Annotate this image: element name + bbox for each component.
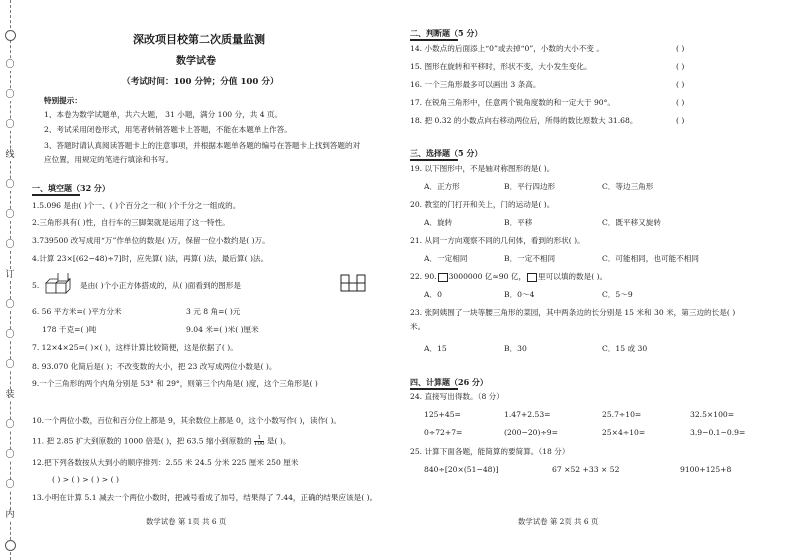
fraction-numerator: 1: [254, 436, 265, 442]
question-1: 1.5.096 是由( )个一、( )个百分之一和( )个千分之一组成的。: [32, 201, 241, 210]
choice-option: C．可能相同，也可能不相同: [602, 254, 699, 263]
notice-title: 特别提示：: [44, 96, 82, 105]
section-underline: [410, 159, 458, 161]
calc-item: 125+45=: [424, 410, 461, 419]
blank-box: [527, 273, 537, 282]
question-18: 18. 把 0.32 的小数点向右移动两位后，所得的数比原数大 31.68。: [410, 116, 638, 125]
binding-char: 订: [2, 270, 18, 281]
choice-option: B．30: [504, 344, 527, 353]
binding-margin: [0, 0, 24, 560]
question-11-text-a: 11. 把 2.85 扩大到原数的 1000 倍是( )，把 63.5 缩小到原数的: [32, 436, 252, 446]
notice-line: 1、本卷为数学试题单，共六大题， 31 小题，满分 100 分，共 4 页。: [44, 110, 283, 119]
answer-parentheses: ( ): [676, 44, 685, 53]
binding-char: 线: [2, 150, 18, 161]
calc-item: 25×4÷10=: [602, 428, 646, 437]
question-11-text-b: 是( )。: [266, 436, 291, 446]
section-multiple-choice: 三、选择题（5 分）: [410, 148, 483, 158]
choice-option: C．既平移又旋转: [602, 218, 661, 227]
binding-char: 〇: [2, 60, 18, 71]
answer-parentheses: ( ): [676, 116, 685, 125]
choice-option: B．0～4: [504, 290, 535, 299]
choice-option: B．一定不相同: [504, 254, 556, 263]
cube-stack-figure: [44, 273, 78, 297]
binding-char: 〇: [2, 240, 18, 251]
blank-box: [438, 273, 448, 282]
exam-page-1: [28, 0, 394, 560]
section-underline: [32, 194, 80, 196]
answer-parentheses: ( ): [676, 80, 685, 89]
page-footer: 数学试卷 第 1页 共 6 页: [146, 517, 227, 526]
section-calculation: 四、计算题（26 分）: [410, 377, 488, 387]
calc-item: 32.5×100=: [690, 410, 735, 419]
answer-parentheses: ( ): [676, 62, 685, 71]
binding-char: 内: [2, 510, 18, 521]
question-2: 2.三角形具有( )性，自行车的三脚架就是运用了这一特性。: [32, 218, 230, 227]
exam-page-2: [406, 0, 786, 560]
binding-char: 〇: [2, 90, 18, 101]
question-5-number: 5.: [32, 281, 40, 290]
exam-time-info: （考试时间：100 分钟；分值 100 分）: [122, 77, 279, 87]
binding-hole: [5, 540, 16, 551]
question-22-text-b: 3000000 亿≈90 亿，: [448, 272, 527, 281]
calc-item: 3.9−0.1−0.9=: [690, 428, 746, 437]
calc-item: 25.7÷10=: [602, 410, 642, 419]
question-7: 7. 12×4×25=( )×( )，这样计算比较简便，这是依据了( )。: [32, 343, 238, 352]
question-20: 20. 教室的门打开和关上，门的运动是( )。: [410, 200, 555, 209]
calc-item: 9100+125+8: [680, 465, 732, 474]
question-14: 14. 小数点的后面添上“0”或去掉“0”，小数的大小不变 。: [410, 44, 604, 53]
question-9: 9.一个三角形的两个内角分别是 53° 和 29°，则第三个内角是( )度，这个三角形是( ): [32, 379, 318, 388]
exam-title: 深改项目校第二次质量监测: [133, 33, 265, 46]
question-19: 19. 以下图形中，不是轴对称图形的是( )。: [410, 164, 555, 173]
question-6-a: 6. 56 平方米=( )平方分米: [32, 307, 122, 316]
question-21: 21. 从同一方向观察不同的几何体，看到的形状( )。: [410, 236, 585, 245]
question-22-text-a: 22. 90.: [410, 272, 437, 281]
choice-option: A．一定相同: [424, 254, 468, 263]
question-6-b: 3 元 8 角=( )元: [186, 307, 241, 316]
question-10: 10.一个两位小数，百位和百分位上都是 9，其余数位上都是 0，这个小数写作( )，读作( )。: [32, 416, 342, 425]
question-12-answer-row: ( ) > ( ) > ( ) > ( ): [52, 475, 119, 484]
view-shape-figure: [340, 274, 366, 296]
question-23: 23. 张阿姨围了一块等腰三角形的菜园，其中两条边的长分别是 15 米和 30 米，第三边的长是( ): [410, 308, 736, 317]
section-fill-blank: 一、填空题（32 分）: [32, 183, 110, 193]
page-footer: 数学试卷 第 2页 共 6 页: [518, 517, 599, 526]
choice-option: C．5～9: [602, 290, 633, 299]
calc-item: 840÷[20×(51−48)]: [424, 465, 499, 474]
answer-parentheses: ( ): [676, 98, 685, 107]
question-15: 15. 图形在旋转和平移时，形状不变，大小发生变化。: [410, 62, 592, 71]
choice-option: A．0: [424, 290, 442, 299]
fraction-one-hundredth: [254, 436, 265, 447]
question-6-d: 9.04 米=( )米( )厘米: [186, 325, 259, 334]
section-underline: [410, 39, 458, 41]
binding-char: 〇: [2, 180, 18, 191]
binding-char: 〇: [2, 480, 18, 491]
section-true-false: 二、判断题（5 分）: [410, 28, 483, 38]
exam-subtitle: 数学试卷: [176, 56, 216, 67]
question-22: [410, 272, 607, 282]
question-5: 是由( )个小正方体搭成的，从( )面看到的图形是: [80, 281, 241, 290]
binding-char: 〇: [2, 120, 18, 131]
binding-char: 装: [2, 390, 18, 401]
binding-char: 〇: [2, 360, 18, 371]
fraction-denominator: 100: [253, 441, 265, 447]
question-23-tail: 米。: [410, 322, 426, 331]
question-13: 13.小明在计算 5.1 减去一个两位小数时，把减号看成了加号，结果得了 7.44，正确的结果应该是( )。: [32, 493, 378, 502]
choice-option: B．平行四边形: [504, 182, 556, 191]
question-22-text-c: 里可以填的数是( )。: [538, 272, 608, 281]
choice-option: A．旋转: [424, 218, 453, 227]
choice-option: A．正方形: [424, 182, 460, 191]
question-11: [32, 436, 290, 447]
binding-char: 〇: [2, 300, 18, 311]
calc-item: 1.47+2.53=: [504, 410, 551, 419]
question-24: 24. 直接写出得数。（8 分）: [410, 392, 504, 401]
question-6-c: 178 千克=( )吨: [42, 325, 97, 334]
binding-char: 〇: [2, 330, 18, 341]
binding-char: 〇: [2, 210, 18, 221]
question-16: 16. 一个三角形最多可以画出 3 条高。: [410, 80, 541, 89]
calc-item: (200−20)÷9=: [504, 428, 559, 437]
binding-hole: [5, 30, 16, 41]
notice-line: 3、答题时请认真阅读答题卡上的注意事项，并根据本题单各题的编号在答题卡上找到答题的对: [44, 141, 361, 150]
question-17: 17. 在锐角三角形中，任意两个锐角度数的和一定大于 90°。: [410, 98, 616, 107]
question-3: 3.739500 改写成用“万”作单位的数是( )万，保留一位小数约是( )万。: [32, 236, 270, 245]
question-8: 8. 93.070 化简后是( )；不改变数的大小，把 23 改写成两位小数是( )。: [32, 362, 277, 371]
choice-option: B．平移: [504, 218, 533, 227]
question-12: 12.把下列各数按从大到小的顺序排列：2.55 米 24.5 分米 225 厘米 250 厘米: [32, 458, 299, 467]
calc-item: 0÷72+7=: [424, 428, 463, 437]
binding-char: 〇: [2, 420, 18, 431]
section-underline: [410, 388, 458, 390]
question-25: 25. 计算下面各题，能简算的要简算。（18 分）: [410, 447, 570, 456]
choice-option: C．15 或 30: [602, 344, 648, 353]
choice-option: C．等边三角形: [602, 182, 654, 191]
choice-option: A．15: [424, 344, 447, 353]
calc-item: 67 ×52 +33 × 52: [552, 465, 620, 474]
notice-line: 应位置，用规定的笔进行填涂和书写。: [44, 155, 174, 164]
binding-char: 〇: [2, 450, 18, 461]
notice-line: 2、考试采用闭卷形式，用笔者转销答题卡上答题，不能在本题单上作答。: [44, 125, 292, 134]
question-4: 4.计算 23×[(62−48)÷7]时，应先算( )法，再算( )法，最后算( )法。: [32, 254, 269, 263]
